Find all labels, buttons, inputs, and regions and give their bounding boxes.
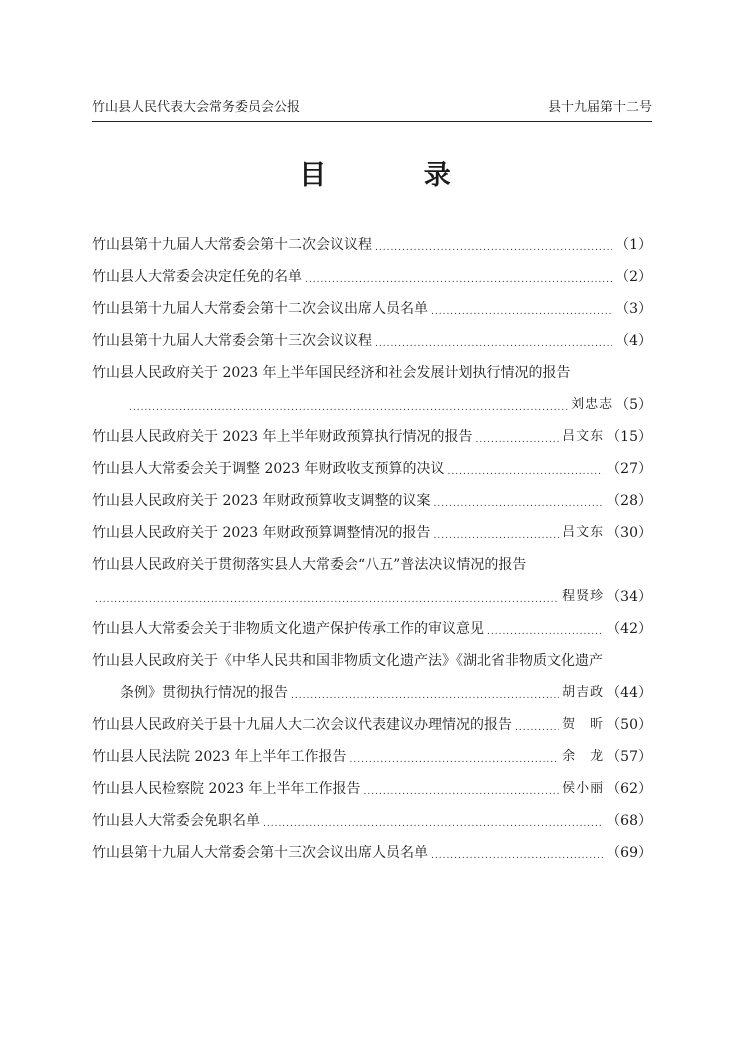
entry-title: 竹山县第十九届人大常委会第十三次会议出席人员名单 <box>92 845 428 861</box>
entry-page: （27） <box>606 461 652 477</box>
entry-page: （5） <box>615 397 652 413</box>
toc-entry[interactable] <box>92 267 652 287</box>
entry-page: （3） <box>615 301 652 317</box>
entry-title: 竹山县第十九届人大常委会第十三次会议议程 <box>92 333 372 349</box>
entry-title: 竹山县人民政府关于 2023 年上半年国民经济和社会发展计划执行情况的报告 <box>92 365 571 381</box>
entry-page: （42） <box>606 621 652 637</box>
toc-entry[interactable] <box>92 715 652 735</box>
leader-dots <box>263 817 603 831</box>
entry-page: （68） <box>606 813 652 829</box>
toc-entry[interactable] <box>92 651 652 703</box>
leader-dots <box>431 849 603 863</box>
entry-page: （62） <box>606 781 652 797</box>
entry-title: 竹山县人民政府关于贯彻落实县人大常委会“八五”普法决议情况的报告 <box>92 557 527 573</box>
entry-title: 竹山县人民政府关于 2023 年上半年财政预算执行情况的报告 <box>92 429 473 445</box>
toc-entry[interactable] <box>92 427 652 447</box>
toc-entry[interactable] <box>92 331 652 351</box>
toc-entry[interactable] <box>92 843 652 863</box>
entry-title: 竹山县人大常委会免职名单 <box>92 813 260 829</box>
entry-page: （57） <box>606 749 652 765</box>
leader-dots <box>487 625 603 639</box>
entry-author: 贺 昕 <box>562 717 605 732</box>
entry-title: 竹山县第十九届人大常委会第十二次会议出席人员名单 <box>92 301 428 317</box>
entry-title: 竹山县人民政府关于县十九届人大二次会议代表建议办理情况的报告 <box>92 717 512 733</box>
entry-author: 侯小丽 <box>562 781 605 796</box>
leader-dots <box>305 273 612 287</box>
issue-number: 县十九届第十二号 <box>547 100 652 115</box>
entry-title: 竹山县人大常委会决定任免的名单 <box>92 269 302 285</box>
entry-page: （4） <box>615 333 652 349</box>
bulletin-header <box>92 100 652 122</box>
entry-page: （44） <box>606 685 652 701</box>
toc-entry[interactable] <box>92 459 652 479</box>
entry-title: 竹山县人民政府关于《中华人民共和国非物质文化遗产法》《湖北省非物质文化遗产 <box>92 653 603 669</box>
entry-page: （50） <box>606 717 652 733</box>
entry-page: （15） <box>606 429 652 445</box>
entry-title: 竹山县人民检察院 2023 年上半年工作报告 <box>92 781 361 797</box>
entry-author: 程贤珍 <box>562 589 605 604</box>
toc-entry[interactable] <box>92 491 652 511</box>
toc-entry[interactable] <box>92 299 652 319</box>
leader-dots <box>515 721 559 735</box>
entry-page: （2） <box>615 269 652 285</box>
entry-page: （34） <box>606 589 652 605</box>
entry-title-continued: 条例》贯彻执行情况的报告 <box>120 685 288 701</box>
leader-dots <box>448 465 604 479</box>
leader-dots <box>95 593 559 607</box>
leader-dots <box>375 241 612 255</box>
entry-title: 竹山县第十九届人大常委会第十二次会议议程 <box>92 237 372 253</box>
toc-entry[interactable] <box>92 779 652 799</box>
toc-entry[interactable] <box>92 523 652 543</box>
entry-title: 竹山县人民政府关于 2023 年财政预算调整情况的报告 <box>92 525 431 541</box>
leader-dots <box>476 433 560 447</box>
toc-title: 目 录 <box>299 160 495 191</box>
leader-dots <box>350 753 560 767</box>
toc-entry[interactable] <box>92 747 652 767</box>
toc-entry[interactable] <box>92 811 652 831</box>
leader-dots <box>129 401 568 415</box>
leader-dots <box>434 529 560 543</box>
toc-entry[interactable] <box>92 555 652 607</box>
toc-entry[interactable] <box>92 363 652 415</box>
entry-page: （1） <box>615 237 652 253</box>
entry-author: 吕文东 <box>562 429 605 444</box>
entry-author: 余 龙 <box>562 749 605 764</box>
entry-title: 竹山县人民法院 2023 年上半年工作报告 <box>92 749 347 765</box>
leader-dots <box>431 305 612 319</box>
entry-page: （28） <box>606 493 652 509</box>
entry-author: 刘忠志 <box>571 397 614 412</box>
entry-title: 竹山县人民政府关于 2023 年财政预算收支调整的议案 <box>92 493 431 509</box>
toc-entry[interactable] <box>92 235 652 255</box>
entry-title: 竹山县人大常委会关于非物质文化遗产保护传承工作的审议意见 <box>92 621 484 637</box>
entry-page: （69） <box>606 845 652 861</box>
leader-dots <box>434 497 604 511</box>
entry-author: 胡吉政 <box>562 685 605 700</box>
entry-page: （30） <box>606 525 652 541</box>
leader-dots <box>375 337 612 351</box>
leader-dots <box>291 689 559 703</box>
entry-author: 吕文东 <box>562 525 605 540</box>
leader-dots <box>364 785 560 799</box>
toc-entry[interactable] <box>92 619 652 639</box>
bulletin-name: 竹山县人民代表大会常务委员会公报 <box>92 100 301 115</box>
entry-title: 竹山县人大常委会关于调整 2023 年财政收支预算的决议 <box>92 461 445 477</box>
